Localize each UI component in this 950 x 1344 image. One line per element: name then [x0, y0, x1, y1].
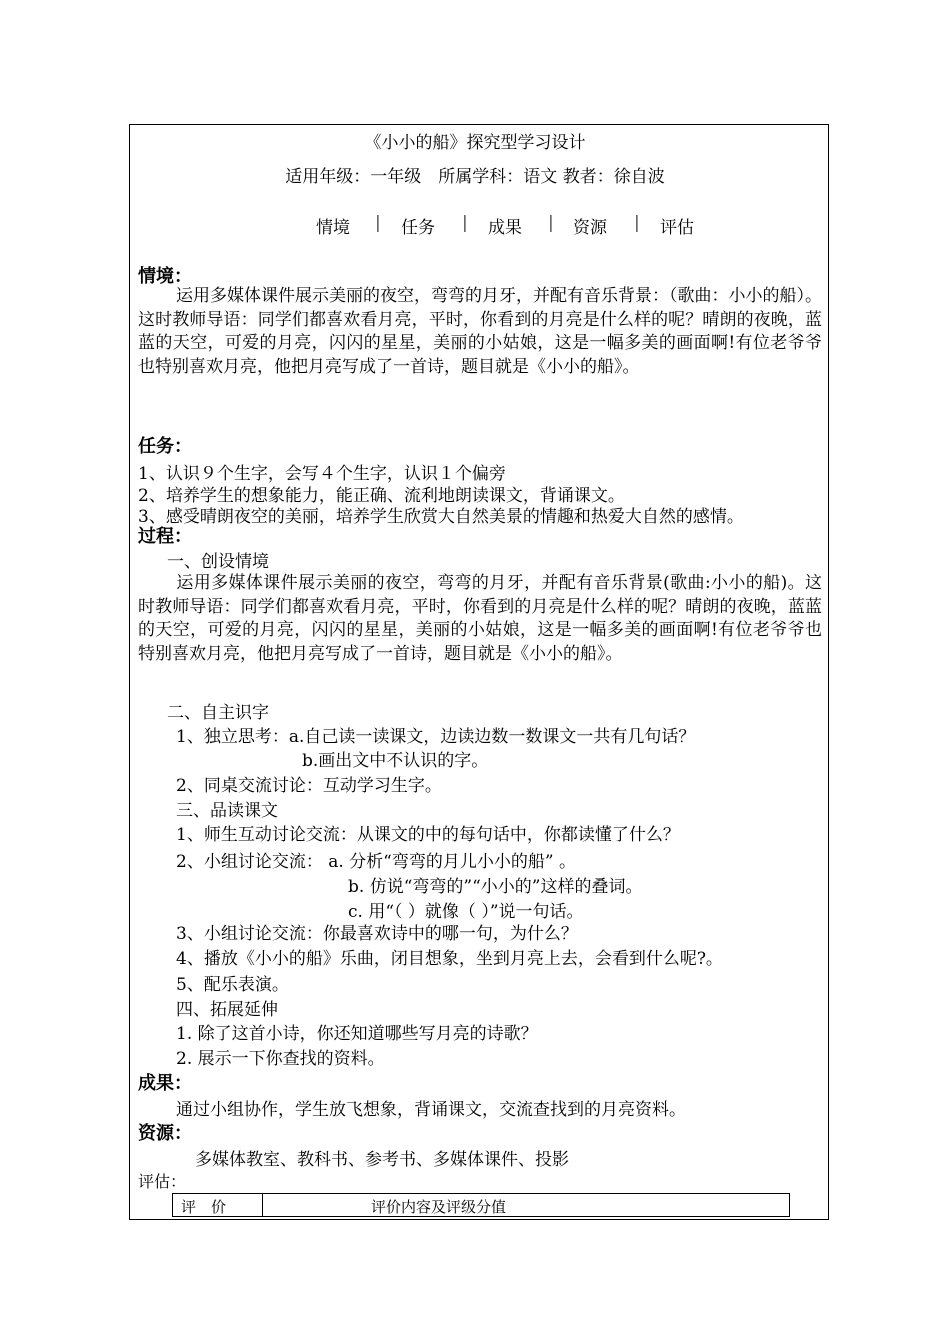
process-step-title: 一、创设情境 — [167, 552, 269, 572]
meta-line: 适用年级：一年级 所属学科：语文 教者：徐自波 — [285, 167, 665, 187]
results-text: 通过小组协作，学生放飞想象，背诵课文，交流查找到的月亮资料。 — [176, 1100, 686, 1120]
process-step-title: 二、自主识字 — [167, 703, 269, 723]
process-heading: 过程： — [138, 526, 192, 547]
nav-resources[interactable]: 资源 — [573, 218, 607, 238]
process-line: 5、配乐表演。 — [176, 975, 289, 995]
situation-heading: 情境： — [138, 266, 192, 287]
section-nav — [0, 213, 950, 239]
process-line: 3、小组讨论交流：你最喜欢诗中的哪一句，为什么？ — [176, 924, 578, 944]
evaluation-table — [172, 1193, 790, 1217]
table-header-evaluate: 评 价 — [181, 1198, 227, 1216]
results-heading: 成果： — [138, 1073, 192, 1094]
process-line: 2、小组讨论交流： a. 分析“弯弯的月儿小小的船” 。 — [176, 852, 576, 872]
process-line: 2. 展示一下你查找的资料。 — [176, 1049, 385, 1069]
tasks-heading: 任务： — [138, 436, 192, 457]
nav-separator: | — [462, 213, 468, 233]
process-line: 1. 除了这首小诗，你还知道哪些写月亮的诗歌？ — [176, 1024, 538, 1044]
process-step-text: 运用多媒体课件展示美丽的夜空，弯弯的月牙，并配有音乐背景(歌曲:小小的船)。这时教师导语：同学们都喜欢看月亮，平时，你看到的月亮是什么样的呢？晴朗的夜晚，蓝蓝的天空，可爱的月亮，闪闪的星星，美丽的小姑娘，这是一幅多美的画面啊!有位老爷爷也特别喜欢月亮，他把月亮写成了一首诗，题目就是《小小的船》。 — [138, 573, 822, 664]
process-line: 4、播放《小小的船》乐曲，闭目想象，坐到月亮上去，会看到什么呢?。 — [176, 949, 723, 969]
resources-text: 多媒体教室、教科书、参考书、多媒体课件、投影 — [195, 1150, 569, 1170]
nav-separator: | — [634, 213, 640, 233]
nav-separator: | — [375, 213, 381, 233]
task-item: 2、培养学生的想象能力，能正确、流利地朗读课文，背诵课文。 — [138, 486, 625, 506]
process-line: c. 用“（ ）就像（ ）”说一句话。 — [348, 902, 584, 922]
process-line: 1、师生互动讨论交流：从课文的中的每句话中，你都读懂了什么？ — [176, 825, 680, 845]
situation-text: 运用多媒体课件展示美丽的夜空，弯弯的月牙，并配有音乐背景：（歌曲：小小的船）。这时教师导语：同学们都喜欢看月亮，平时，你看到的月亮是什么样的呢？晴朗的夜晚，蓝蓝的天空，可爱的月亮，闪闪的星星，美丽的小姑娘，这是一幅多美的画面啊!有位老爷爷也特别喜欢月亮，他把月亮写成了一首诗，题目就是《小小的船》。 — [138, 286, 822, 377]
process-line: 1、独立思考：a.自己读一读课文，边读边数一数课文一共有几句话？ — [176, 727, 696, 747]
table-header-content: 评价内容及评级分值 — [371, 1198, 507, 1216]
process-step-title: 三、品读课文 — [176, 801, 278, 821]
process-step-paragraph — [138, 572, 822, 666]
nav-results[interactable]: 成果 — [488, 218, 522, 238]
nav-separator: | — [548, 213, 554, 233]
process-line: b. 仿说“弯弯的”“小小的”这样的叠词。 — [348, 877, 643, 897]
situation-paragraph — [138, 285, 822, 379]
task-item: 3、感受晴朗夜空的美丽，培养学生欣赏大自然美景的情趣和热爱大自然的感情。 — [138, 507, 744, 527]
nav-tasks[interactable]: 任务 — [401, 218, 435, 238]
nav-evaluation[interactable]: 评估 — [660, 218, 694, 238]
evaluation-heading: 评估： — [138, 1172, 187, 1191]
nav-situation[interactable]: 情境 — [316, 218, 350, 238]
page-title: 《小小的船》探究型学习设计 — [364, 133, 586, 153]
process-line: b.画出文中不认识的字。 — [302, 751, 489, 771]
process-line: 2、同桌交流讨论：互动学习生字。 — [176, 776, 442, 796]
process-step-title: 四、拓展延伸 — [176, 1000, 278, 1020]
task-item: 1、认识９个生字，会写４个生字，认识１个偏旁 — [138, 464, 506, 484]
resources-heading: 资源： — [138, 1123, 192, 1144]
